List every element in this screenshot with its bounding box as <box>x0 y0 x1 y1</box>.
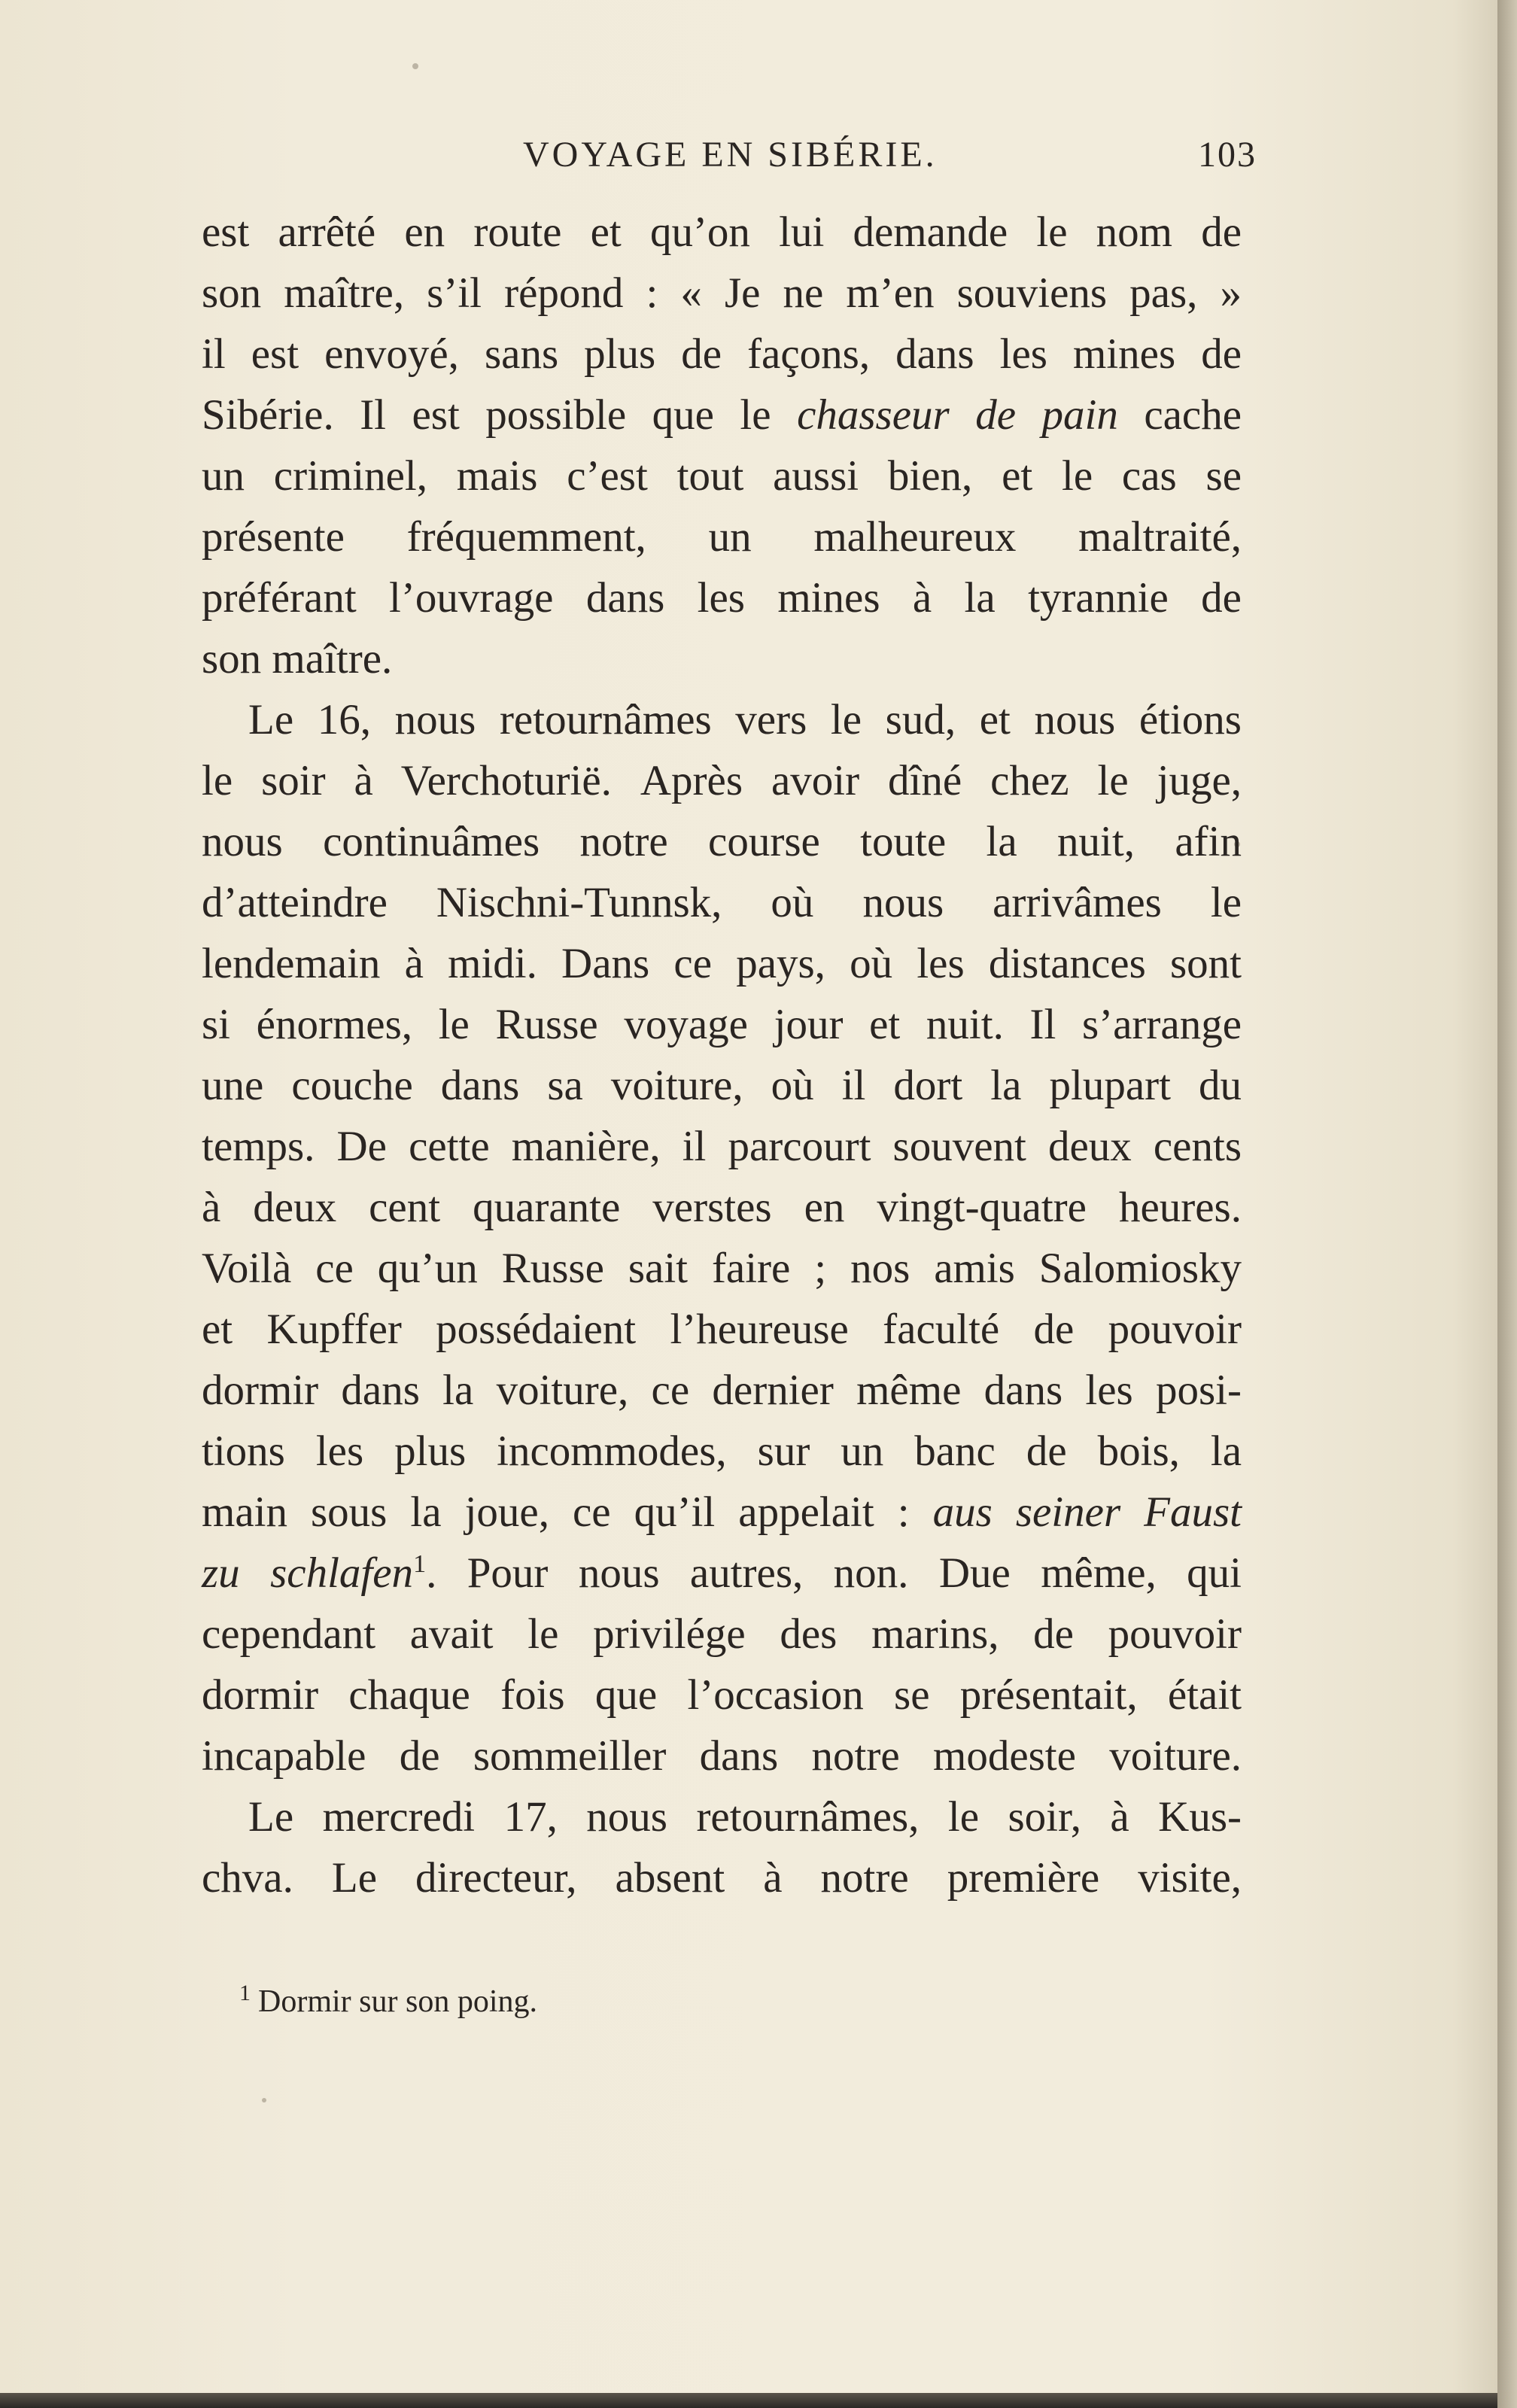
body-text <box>202 202 1242 1908</box>
text-line: dormir chaque fois que l’occasion se présentait, était <box>202 1671 1242 1719</box>
text-line: un criminel, mais c’est tout aussi bien, et le cas se <box>202 452 1242 500</box>
text-line: chva. Le directeur, absent à notre première visite, <box>202 1854 1242 1902</box>
text-line <box>202 1482 1242 1543</box>
text-line: présente fréquemment, un malheureux maltraité, <box>202 513 1242 561</box>
footnote-mark: 1 <box>239 1981 251 2005</box>
page-number: 103 <box>1198 135 1257 175</box>
italic-term: chasseur de pain <box>797 391 1118 439</box>
text-line: son maître, s’il répond : « Je ne m’en souviens pas, » <box>202 269 1242 317</box>
text-line: son maître. <box>202 635 393 683</box>
text-line: à deux cent quarante verstes en vingt-quatre heures. <box>202 1184 1242 1231</box>
text-line: temps. De cette manière, il parcourt souvent deux cents <box>202 1123 1242 1170</box>
text-line: cependant avait le privilége des marins, de pouvoir <box>202 1610 1242 1658</box>
text-run: main sous la joue, ce qu’il appelait : <box>202 1488 910 1536</box>
text-run: . Pour nous autres, non. Due même, qui <box>426 1549 1242 1597</box>
running-header <box>203 134 1257 179</box>
footnote-reference: 1 <box>413 1550 427 1578</box>
text-line: Le mercredi 17, nous retournâmes, le soir, à Kus- <box>248 1793 1242 1841</box>
running-title: VOYAGE EN SIBÉRIE. <box>523 135 938 175</box>
text-line: Voilà ce qu’un Russe sait faire ; nos amis Salomiosky <box>202 1245 1242 1292</box>
text-run: cache <box>1144 391 1242 439</box>
italic-term: aus seiner Faust <box>932 1488 1242 1536</box>
text-line: d’atteindre Nischni-Tunnsk, où nous arrivâmes le <box>202 879 1242 926</box>
text-line: le soir à Verchoturiё. Après avoir dîné chez le juge, <box>202 757 1242 804</box>
footnote <box>239 1981 537 2020</box>
text-line: lendemain à midi. Dans ce pays, où les distances sont <box>202 940 1242 987</box>
italic-term: zu schlafen <box>202 1549 414 1597</box>
page-right-edge <box>1497 0 1517 2408</box>
paper-speck <box>412 63 418 69</box>
text-line: une couche dans sa voiture, où il dort la plupart du <box>202 1062 1242 1109</box>
text-line: incapable de sommeiller dans notre modeste voiture. <box>202 1732 1242 1780</box>
page-bottom-edge <box>0 2393 1497 2408</box>
text-line <box>202 1543 1242 1604</box>
footnote-text: Dormir sur son poing. <box>258 1984 537 2019</box>
text-line: et Kupffer possédaient l’heureuse faculté de pouvoir <box>202 1306 1242 1353</box>
text-line: tions les plus incommodes, sur un banc de bois, la <box>202 1427 1242 1475</box>
text-line <box>202 385 1242 445</box>
text-line: dormir dans la voiture, ce dernier même dans les posi- <box>202 1367 1242 1414</box>
text-line: nous continuâmes notre course toute la nuit, afin <box>202 818 1242 865</box>
text-line: il est envoyé, sans plus de façons, dans les mines de <box>202 330 1242 378</box>
text-run: Sibérie. Il est possible que le <box>202 391 771 439</box>
text-line: préférant l’ouvrage dans les mines à la tyrannie de <box>202 574 1242 622</box>
text-line: est arrêté en route et qu’on lui demande le nom de <box>202 208 1242 256</box>
text-line: si énormes, le Russe voyage jour et nuit. Il s’arrange <box>202 1001 1242 1048</box>
paper-speck <box>262 2098 266 2102</box>
text-line: Le 16, nous retournâmes vers le sud, et nous étions <box>248 696 1242 743</box>
